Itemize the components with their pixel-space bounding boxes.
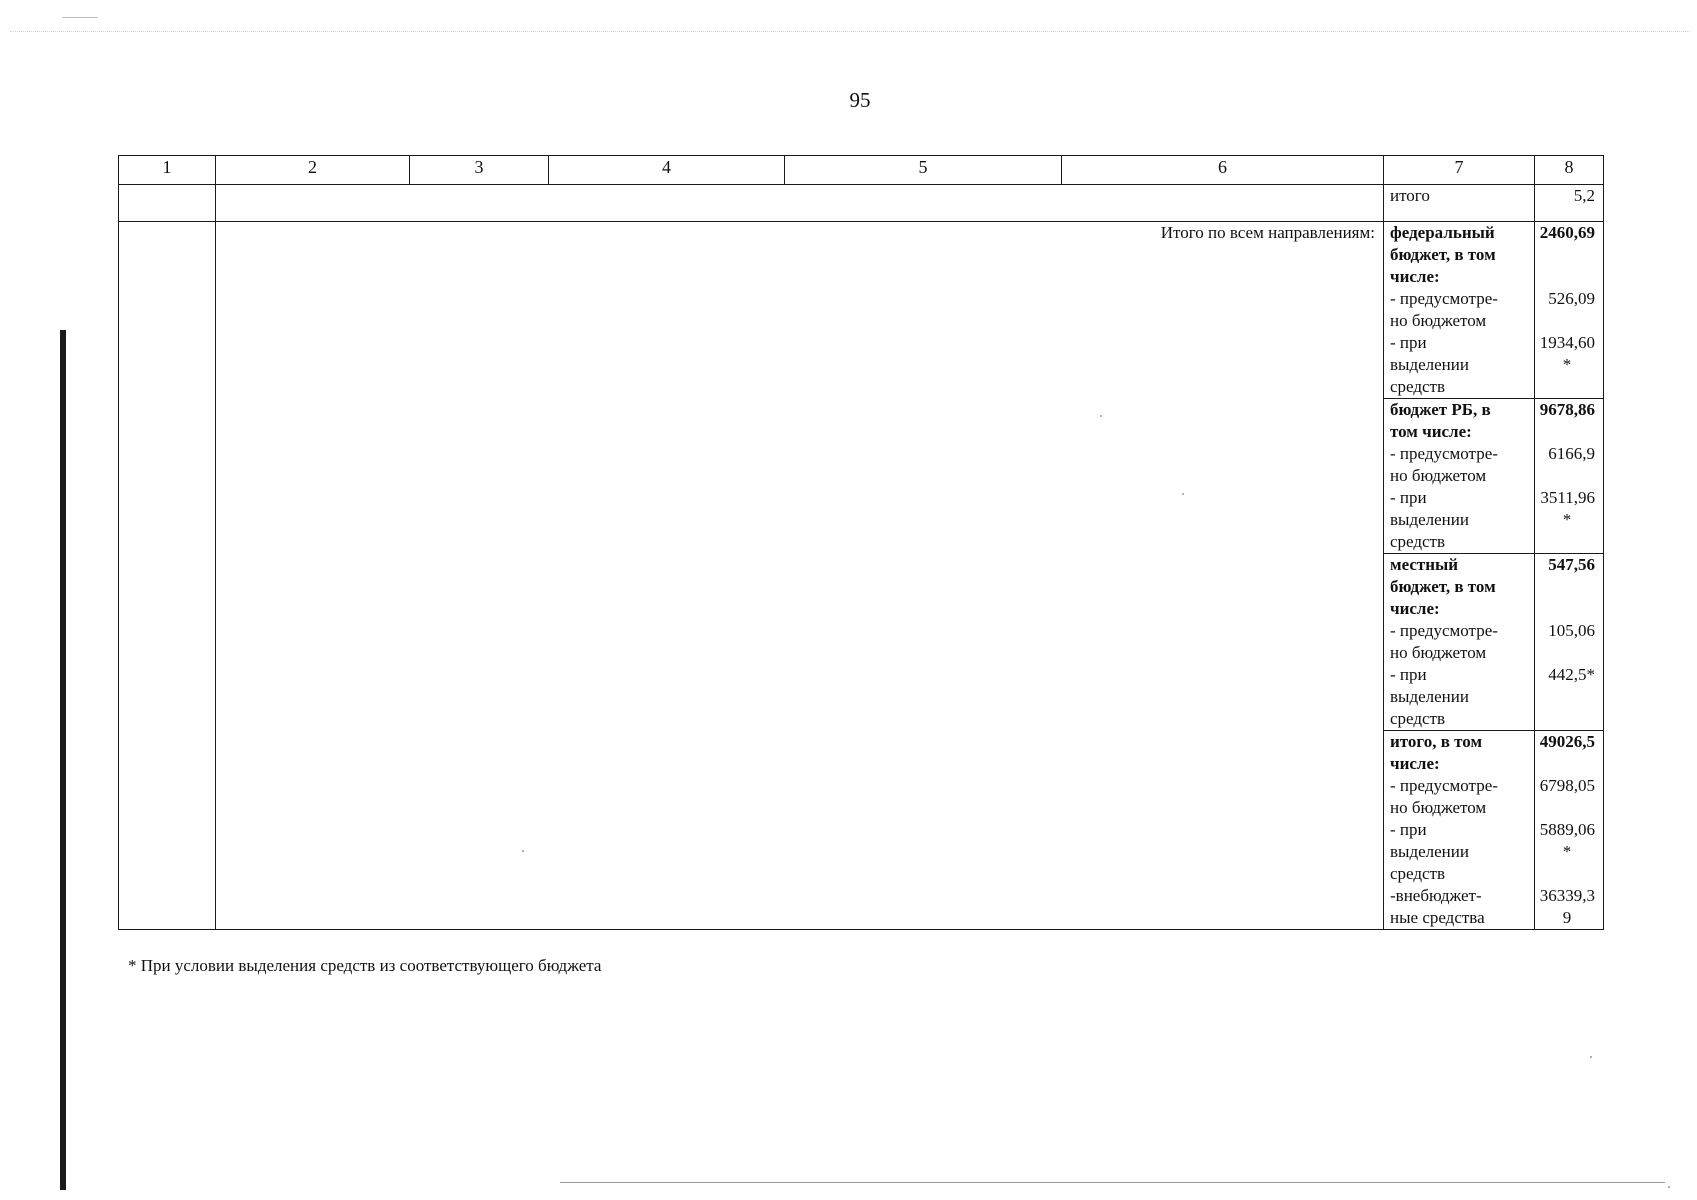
budget-group-labels <box>1384 398 1534 553</box>
scan-speck <box>1668 1186 1670 1188</box>
budget-item-label-line: -внебюджет- <box>1390 886 1482 905</box>
budget-item-label-line: - при <box>1390 820 1427 839</box>
budget-group-title-line: бюджет РБ, в <box>1390 400 1491 419</box>
column-number: 3 <box>410 156 549 185</box>
budget-group-title-line: числе: <box>1390 754 1440 773</box>
total-row <box>119 222 1604 930</box>
scan-artifact-left-bar <box>60 330 66 1190</box>
budget-item-value: 6798,05 <box>1539 776 1595 795</box>
budget-group-total-value: 9678,86 <box>1539 400 1595 419</box>
page-number: 95 <box>849 88 871 112</box>
budget-item-label-line: - предусмотре- <box>1390 621 1498 640</box>
budget-item-label-line: - предусмотре- <box>1390 444 1498 463</box>
budget-values-cell <box>1535 222 1604 930</box>
budget-item-value: 3511,96 <box>1540 488 1595 507</box>
budget-group-title-line: бюджет, в том <box>1390 245 1496 264</box>
itogo-row <box>119 185 1604 222</box>
budget-group-title-line: итого, в том <box>1390 732 1483 751</box>
spacer <box>1539 244 1595 266</box>
budget-group-labels <box>1384 553 1534 730</box>
budget-item-label-line: - предусмотре- <box>1390 776 1498 795</box>
budget-group-values <box>1535 553 1603 730</box>
budget-item-value: 36339,3 <box>1539 886 1595 905</box>
budget-group-total-value: 547,56 <box>1548 555 1595 574</box>
empty-cell <box>119 185 216 222</box>
column-number: 5 <box>785 156 1062 185</box>
budget-item-label-line: но бюджетом <box>1390 643 1487 662</box>
scan-artifact-bottom-line <box>560 1182 1665 1183</box>
budget-group-values <box>1535 222 1603 398</box>
budget-item-value: 526,09 <box>1548 289 1595 308</box>
budget-item-label-line: выделении <box>1390 842 1469 861</box>
budget-item-value: 6166,9 <box>1548 444 1595 463</box>
budget-group-total-value: 2460,69 <box>1539 223 1595 242</box>
budget-item-value: 1934,60 <box>1539 333 1595 352</box>
budget-group-title-line: федеральный <box>1390 223 1495 242</box>
spacer <box>1539 421 1595 443</box>
spacer <box>1539 708 1595 730</box>
budget-group-total-value: 49026,5 <box>1539 732 1595 751</box>
spacer <box>1539 686 1595 708</box>
budget-table <box>118 155 1604 930</box>
budget-group-title-line: местный <box>1390 555 1459 574</box>
budget-item-value: 5889,06 <box>1539 820 1595 839</box>
spacer <box>1539 465 1595 487</box>
budget-group-values <box>1535 730 1603 929</box>
budget-item-label-line: - при <box>1390 333 1427 352</box>
budget-group-title-line: бюджет, в том <box>1390 577 1496 596</box>
budget-group-labels <box>1384 222 1534 398</box>
budget-item-label-line: но бюджетом <box>1390 466 1487 485</box>
budget-item-label-line: выделении <box>1390 355 1469 374</box>
spacer <box>1539 531 1595 553</box>
spacer <box>1539 376 1595 398</box>
budget-group-labels <box>1384 730 1534 929</box>
budget-item-mark: * <box>1562 842 1572 861</box>
column-number: 2 <box>216 156 410 185</box>
budget-group-title-line: том числе: <box>1390 422 1472 441</box>
budget-group-title-line: числе: <box>1390 599 1440 618</box>
spacer <box>1539 863 1595 885</box>
budget-item-value: 105,06 <box>1548 621 1595 640</box>
column-number: 7 <box>1384 156 1535 185</box>
total-label-cell <box>216 222 1384 930</box>
breakdown-labels <box>1384 222 1534 929</box>
itogo-label: итого <box>1384 185 1535 222</box>
spacer <box>1539 797 1595 819</box>
budget-item-label-line: выделении <box>1390 687 1469 706</box>
spacer <box>1539 310 1595 332</box>
column-number: 4 <box>549 156 785 185</box>
column-number: 1 <box>119 156 216 185</box>
itogo-value: 5,2 <box>1535 185 1604 222</box>
budget-item-mark: * <box>1562 355 1572 374</box>
budget-breakdown-cell <box>1384 222 1535 930</box>
column-number-row <box>119 156 1604 185</box>
budget-item-label-line: средств <box>1390 532 1446 551</box>
footnote: * При условии выделения средств из соответствующего бюджета <box>128 956 602 975</box>
budget-item-label-line: но бюджетом <box>1390 798 1487 817</box>
spacer <box>1539 598 1595 620</box>
budget-item-label-line: - при <box>1390 665 1427 684</box>
budget-item-mark: 9 <box>1562 908 1572 927</box>
total-label: Итого по всем направлениям: <box>1160 223 1375 242</box>
budget-item-label-line: выделении <box>1390 510 1469 529</box>
spacer <box>1539 576 1595 598</box>
budget-item-label-line: ные средства <box>1390 908 1485 927</box>
budget-item-label-line: средств <box>1390 864 1446 883</box>
budget-item-label-line: средств <box>1390 709 1446 728</box>
scan-artifact-top-line <box>10 31 1690 32</box>
budget-item-value: 442,5* <box>1548 665 1595 684</box>
spacer <box>1539 266 1595 288</box>
budget-item-mark: * <box>1562 510 1572 529</box>
spacer <box>1539 753 1595 775</box>
scan-artifact-corner-mark <box>62 17 98 18</box>
budget-group-values <box>1535 398 1603 553</box>
column-number: 6 <box>1062 156 1384 185</box>
scan-speck <box>1590 1056 1592 1058</box>
empty-cell <box>216 185 1384 222</box>
budget-item-label-line: средств <box>1390 377 1446 396</box>
empty-cell <box>119 222 216 930</box>
budget-item-label-line: - при <box>1390 488 1427 507</box>
budget-item-label-line: но бюджетом <box>1390 311 1487 330</box>
budget-group-title-line: числе: <box>1390 267 1440 286</box>
budget-item-label-line: - предусмотре- <box>1390 289 1498 308</box>
column-number: 8 <box>1535 156 1604 185</box>
spacer <box>1539 642 1595 664</box>
breakdown-values <box>1535 222 1603 929</box>
